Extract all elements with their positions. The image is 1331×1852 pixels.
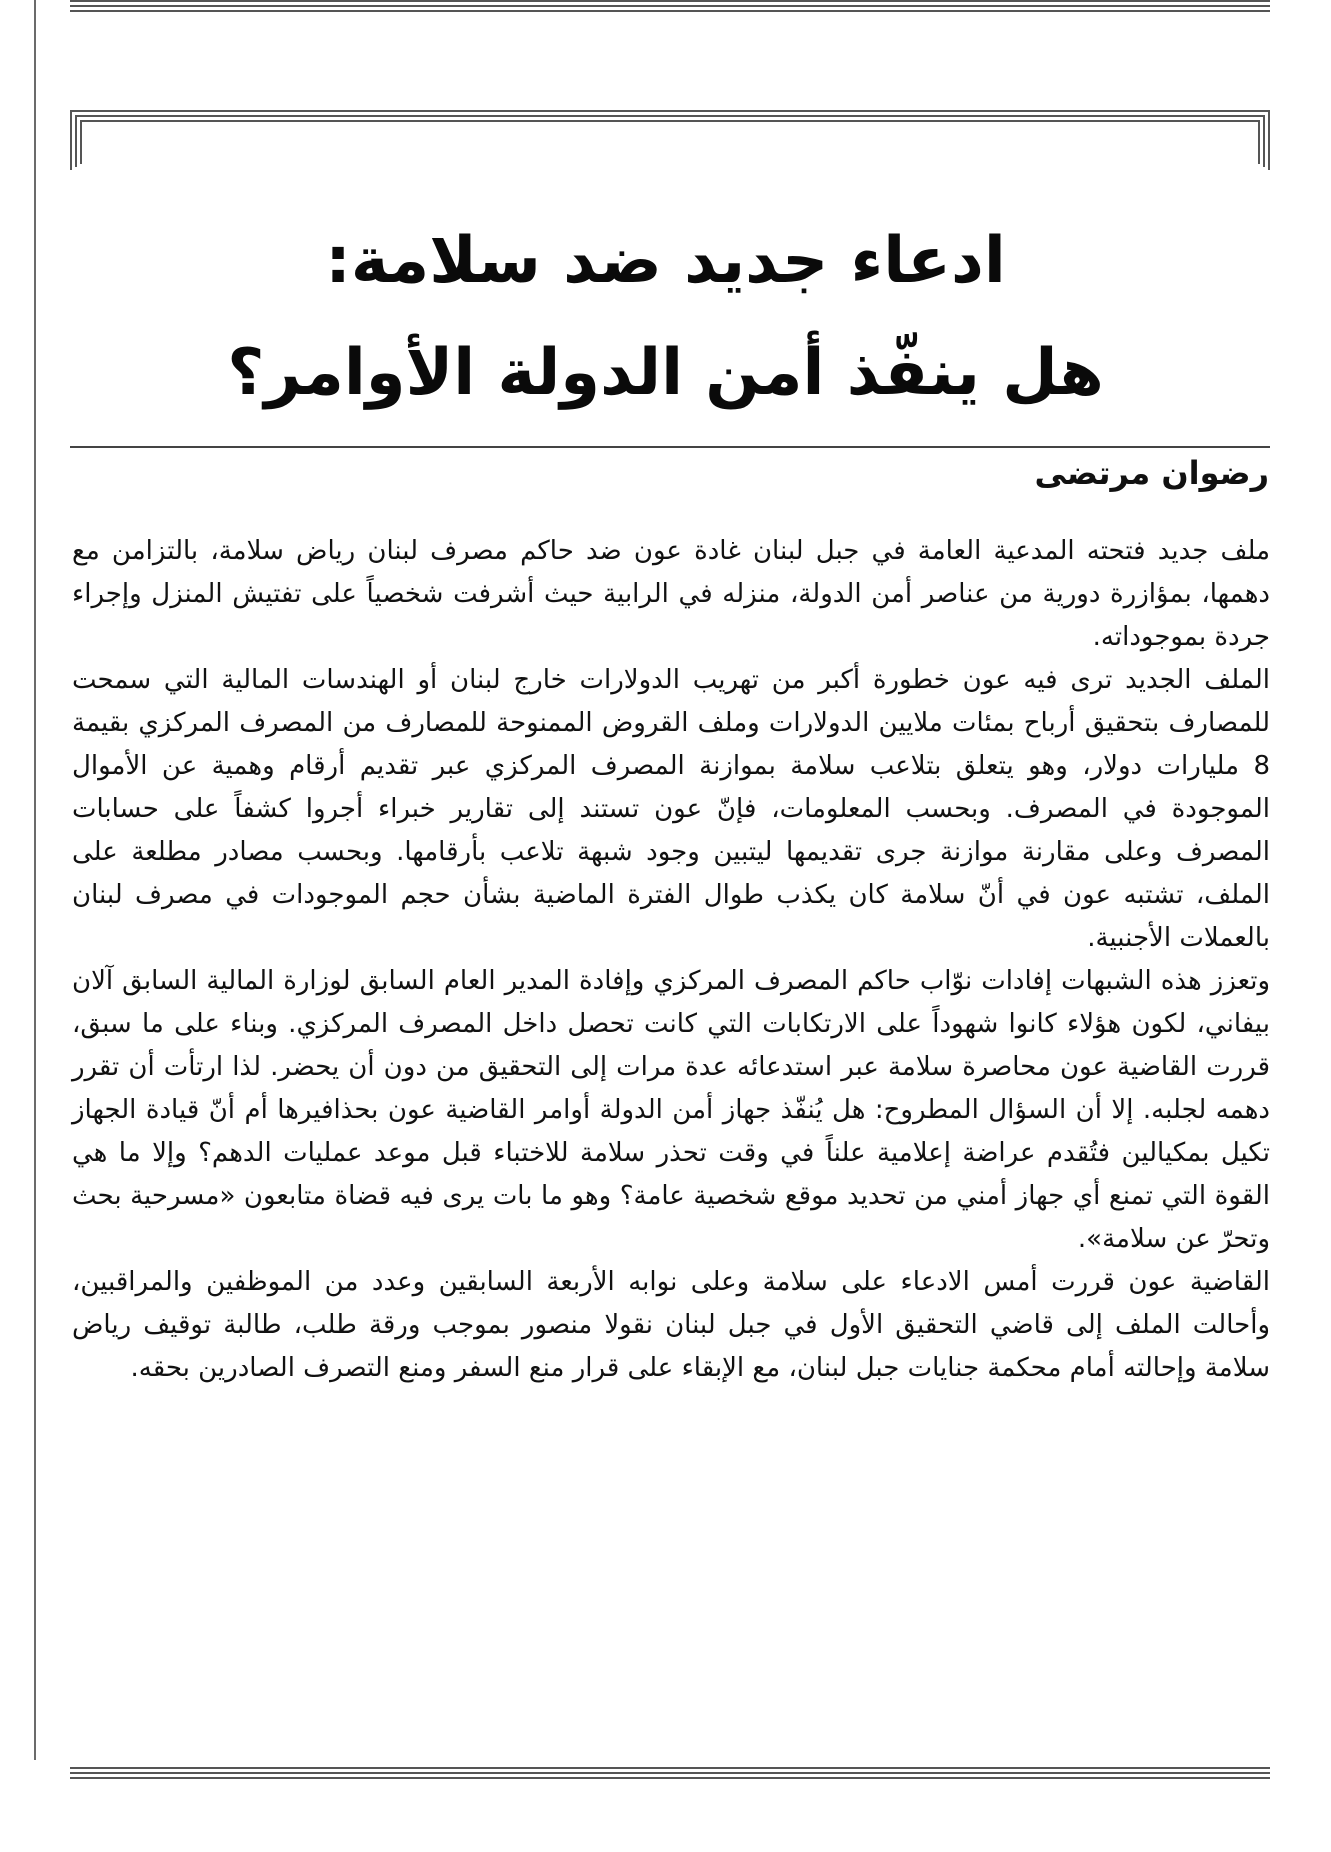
top-decorative-rule: [70, 0, 1270, 13]
headline-line-1: ادعاء جديد ضد سلامة:: [325, 224, 1006, 298]
left-margin-rule: [34, 0, 36, 1760]
article-paragraph: القاضية عون قررت أمس الادعاء على سلامة وعلى نوابه الأربعة السابقين وعدد من الموظفين والمراقبين، وأحالت الملف إلى قاضي التحقيق الأول في جبل لبنان نقولا منصور بموجب ورقة طلب، طالبة توقيف رياض سلامة وإحالته أمام محكمة جنايات جبل لبنان، مع الإبقاء على قرار منع السفر ومنع التصرف الصادرين بحقه.: [72, 1267, 1270, 1383]
article-paragraph: الملف الجديد ترى فيه عون خطورة أكبر من تهريب الدولارات خارج لبنان أو الهندسات المالية التي سمحت للمصارف بتحقيق أرباح بمئات ملايين الدولارات وملف القروض الممنوحة للمصارف من المصرف المركزي بقيمة 8 مليارات دولار، وهو يتعلق بتلاعب سلامة بموازنة المصرف المركزي عبر تقديم أرقام وهمية عن الأموال الموجودة في المصرف. وبحسب المعلومات، فإنّ عون تستند إلى تقارير خبراء أجروا كشفاً على حسابات المصرف وعلى مقارنة موازنة جرى تقديمها ليتبين وجود شبهة تلاعب بأرقامها. وبحسب مصادر مطلعة على الملف، تشتبه عون في أنّ سلامة كان يكذب طوال الفترة الماضية بشأن حجم الموجودات في مصرف لبنان بالعملات الأجنبية.: [72, 665, 1270, 953]
headline-line-2: هل ينفّذ أمن الدولة الأوامر؟: [227, 336, 1104, 410]
article-body: [72, 530, 1270, 1390]
author-byline: رضوان مرتضى: [1034, 454, 1269, 492]
article-paragraph: ملف جديد فتحته المدعية العامة في جبل لبنان غادة عون ضد حاكم مصرف لبنان رياض سلامة، بالتزامن مع دهمها، بمؤازرة دورية من عناصر أمن الدولة، منزله في الرابية حيث أشرفت شخصياً على تفتيش المنزل وإجراء جردة بموجوداته.: [72, 536, 1270, 652]
headline: [150, 205, 1181, 429]
article-paragraph: وتعزز هذه الشبهات إفادات نوّاب حاكم المصرف المركزي وإفادة المدير العام السابق لوزارة المالية السابق آلان بيفاني، لكون هؤلاء كانوا شهوداً على الارتكابات التي كانت تحصل داخل المصرف المركزي. وبناء على ما سبق، قررت القاضية عون محاصرة سلامة عبر استدعائه عدة مرات إلى التحقيق من دون أن يحضر. لذا ارتأت أن تقرر دهمه لجلبه. إلا أن السؤال المطروح: هل يُنفّذ جهاز أمن الدولة أوامر القاضية عون بحذافيرها أم أنّ قيادة الجهاز تكيل بمكيالين فتُقدم عراضة إعلامية علناً في وقت تحذر سلامة للاختباء قبل موعد عمليات الدهم؟ وإلا ما هي القوة التي تمنع أي جهاز أمني من تحديد موقع شخصية عامة؟ وهو ما بات يرى فيه قضاة متابعون «مسرحية بحث وتحرّ عن سلامة».: [72, 966, 1270, 1254]
bottom-decorative-rule: [70, 1767, 1270, 1780]
headline-frame-ornament: [70, 110, 1270, 190]
